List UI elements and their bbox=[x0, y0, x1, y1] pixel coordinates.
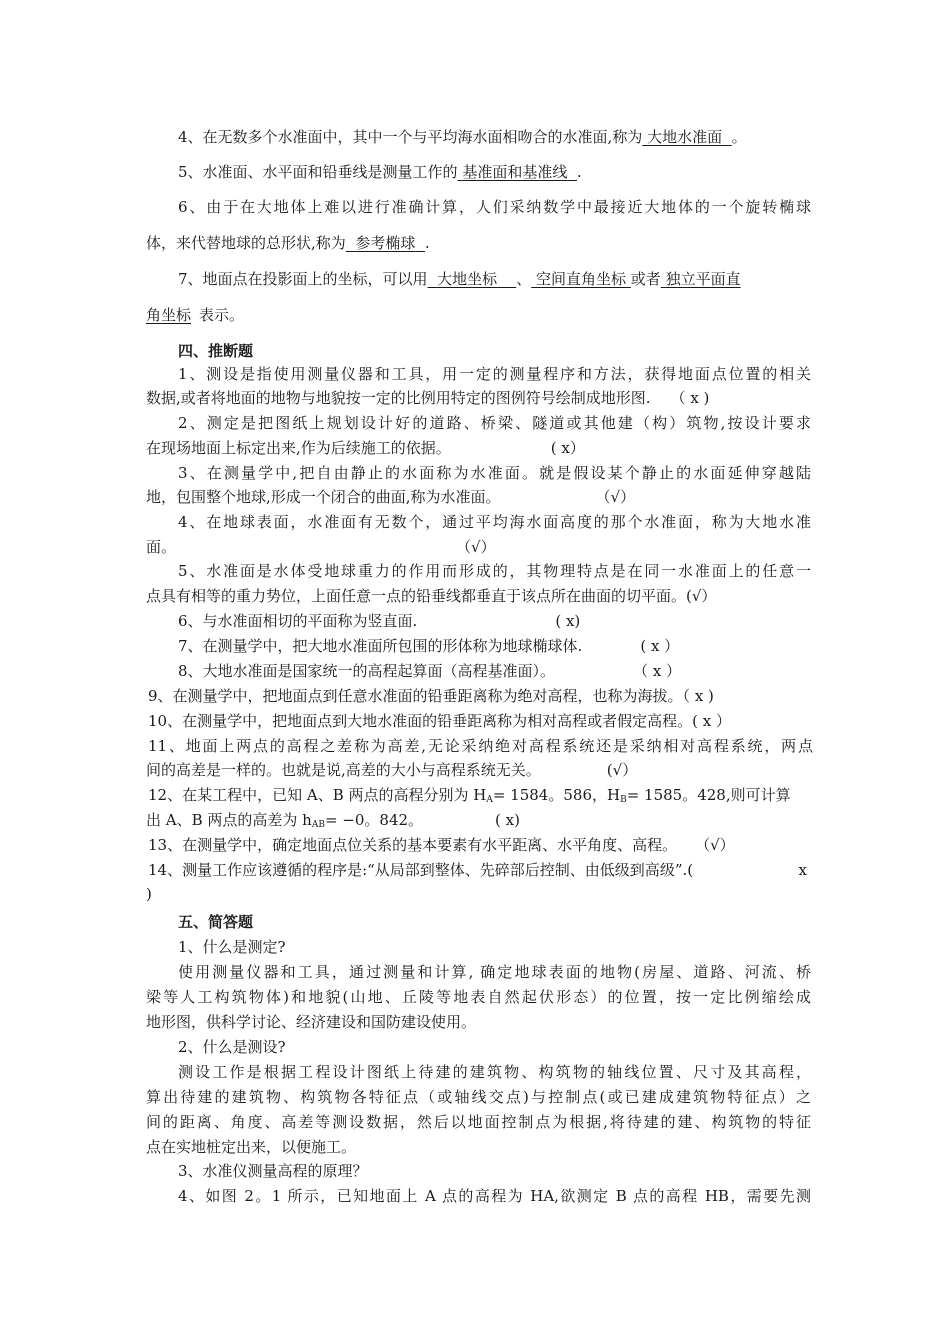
answer-blank: 空间直角坐标 bbox=[535, 270, 626, 288]
qa-answer-2-line4: 点在实地桩定出来，以便施工。 bbox=[146, 1138, 357, 1156]
text: 表示。 bbox=[199, 306, 245, 324]
text: 。 bbox=[731, 128, 747, 146]
tf-item-14-line2: ) bbox=[146, 885, 152, 903]
fill-q7-line2 bbox=[146, 305, 811, 325]
tf-item-1-line1: 1、测设是指使用测量仪器和工具，用一定的测量程序和方法，获得地面点位置的相关 bbox=[178, 365, 811, 383]
answer-mark: x bbox=[798, 861, 807, 879]
tf-item-5-line1: 5、水准面是水体受地球重力的作用而形成的，其物理特点是在同一水准面上的任意一 bbox=[178, 562, 811, 580]
fill-q5 bbox=[178, 162, 811, 182]
text: 体，来代替地球的总形状,称为 bbox=[146, 234, 346, 252]
tf-item-14-line1: 14、测量工作应该遵循的程序是:“从局部到整体、先碎部后控制、由低级到高级”.( x bbox=[148, 861, 807, 879]
tf-item-6: 6、与水准面相切的平面称为竖直面. ( x) bbox=[178, 612, 581, 630]
tf-item-10: 10、在测量学中，把地面点到大地水准面的铅垂距离称为相对高程或者假定高程。( x ） bbox=[148, 712, 731, 730]
qa-question-3: 3、水准仪测量高程的原理？ bbox=[178, 1162, 368, 1180]
qa-question-2: 2、什么是测设? bbox=[178, 1038, 286, 1056]
qa-answer-1-line2: 梁等人工构筑物体)和地貌(山地、丘陵等地表自然起伏形态）的位置，按一定比例缩绘成 bbox=[146, 988, 811, 1006]
text: 7、地面点在投影面上的坐标，可以用 bbox=[178, 270, 428, 288]
fill-q6-line2 bbox=[146, 233, 811, 253]
tf-item-1-line2: 数据,或者将地面的地物与地貌按一定的比例用特定的图例符号绘制成地形图. （ x ) bbox=[146, 389, 710, 407]
tf-item-12-line1: 12、在某工程中，已知 A、B 两点的高程分别为 $H_A= 1584$。586，$H_B= 1585$。428,则可计算 bbox=[148, 786, 791, 805]
fill-q6-line1: 6、由于在大地体上难以进行准确计算，人们采纳数学中最接近大地体的一个旋转椭球 bbox=[178, 198, 811, 216]
tf-item-11-line1: 11、地面上两点的高程之差称为高差,无论采纳绝对高程系统还是采纳相对高程系统，两点 bbox=[148, 737, 813, 755]
answer-mark: （ x ) bbox=[670, 389, 710, 407]
tf-item-2-line2: 在现场地面上标定出来,作为后续施工的依据。 ( x） bbox=[146, 439, 585, 457]
answer-blank: 独立平面直 bbox=[665, 270, 741, 288]
answer-mark: ( x） bbox=[550, 439, 585, 457]
fill-q4 bbox=[178, 127, 811, 147]
answer-mark: （ x ） bbox=[633, 662, 682, 680]
answer-mark: ( x) bbox=[495, 811, 520, 829]
answer-blank: 基准面和基准线 bbox=[462, 163, 568, 181]
text: . bbox=[424, 234, 430, 252]
qa-answer-2-line3: 间的距离、角度、高差等测设数据，然后以地面控制点为根据,将待建的建、构筑物的特征 bbox=[146, 1113, 811, 1131]
text: 5、水准面、水平面和铅垂线是测量工作的 bbox=[178, 163, 458, 181]
text: 或者 bbox=[630, 270, 661, 288]
answer-blank: 参考椭球 bbox=[355, 234, 416, 252]
fill-q7-line1 bbox=[178, 269, 811, 289]
tf-item-4-line2: 面。 （√） bbox=[146, 538, 496, 556]
tf-item-3-line2: 地，包围整个地球,形成一个闭合的曲面,称为水准面。 （√） bbox=[146, 488, 636, 506]
section-heading: 四、推断题 bbox=[178, 342, 254, 360]
answer-mark: （√） bbox=[695, 836, 735, 854]
answer-mark: (√） bbox=[606, 761, 638, 779]
qa-answer-2-line1: 测设工作是根据工程设计图纸上待建的建筑物、构筑物的轴线位置、尺寸及其高程， bbox=[178, 1063, 811, 1081]
tf-item-13: 13、在测量学中，确定地面点位关系的基本要素有水平距离、水平角度、高程。 （√） bbox=[148, 836, 735, 854]
qa-answer-2-line2: 算出待建的建筑物、构筑物各特征点（或轴线交点)与控制点(或已建成建筑物特征点）之 bbox=[146, 1088, 811, 1106]
subscript: A bbox=[486, 795, 493, 805]
answer-mark: ( x) bbox=[555, 612, 581, 630]
answer-blank: 大地水准面 bbox=[647, 128, 723, 146]
subscript: B bbox=[620, 795, 627, 805]
qa-answer-1-line1: 使用测量仪器和工具，通过测量和计算, 确定地球表面的地物(房屋、道路、河流、桥 bbox=[178, 963, 811, 981]
answer-blank: 角坐标 bbox=[146, 306, 192, 324]
tf-item-5-line2: 点具有相等的重力势位，上面任意一点的铅垂线都垂直于该点所在曲面的切平面。(√） bbox=[146, 587, 717, 605]
text: 4、在无数多个水准面中，其中一个与平均海水面相吻合的水准面,称为 bbox=[178, 128, 643, 146]
tf-item-2-line1: 2、测定是把图纸上规划设计好的道路、桥梁、隧道或其他建（构）筑物,按设计要求 bbox=[178, 414, 811, 432]
tf-item-11-line2: 间的高差是一样的。也就是说,高差的大小与高程系统无关。 (√） bbox=[146, 761, 638, 779]
text: 、 bbox=[516, 270, 532, 288]
tf-item-4-line1: 4、在地球表面，水准面有无数个，通过平均海水面高度的那个水准面，称为大地水准 bbox=[178, 513, 811, 531]
answer-mark: ( x ） bbox=[640, 637, 680, 655]
section-heading: 五、简答题 bbox=[178, 913, 254, 931]
answer-mark: （√） bbox=[595, 488, 636, 506]
tf-item-8: 8、大地水准面是国家统一的高程起算面（高程基准面）。 （ x ） bbox=[178, 662, 682, 680]
qa-question-1: 1、什么是测定? bbox=[178, 938, 286, 956]
tf-item-7: 7、在测量学中，把大地水准面所包围的形体称为地球椭球体. ( x ） bbox=[178, 637, 680, 655]
qa-question-4: 4、如图 2。1 所示，已知地面上 A 点的高程为 HA,欲测定 B 点的高程 HB，需要先测 bbox=[178, 1187, 811, 1205]
tf-item-12-line2: 出 A、B 两点的高差为 $h_{AB}= -0$。842。 ( x) bbox=[146, 811, 520, 830]
text: . bbox=[576, 163, 582, 181]
answer-blank: 大地坐标 bbox=[437, 270, 498, 288]
tf-item-3-line1: 3、在测量学中,把自由静止的水面称为水准面。就是假设某个静止的水面延伸穿越陆 bbox=[178, 464, 811, 482]
answer-mark: （√） bbox=[456, 538, 496, 556]
subscript: AB bbox=[311, 820, 325, 830]
tf-item-9: 9、在测量学中，把地面点到任意水准面的铅垂距离称为绝对高程，也称为海拔。（ x ) bbox=[148, 687, 714, 705]
qa-answer-1-line3: 地形图，供科学讨论、经济建设和国防建设使用。 bbox=[146, 1013, 477, 1031]
